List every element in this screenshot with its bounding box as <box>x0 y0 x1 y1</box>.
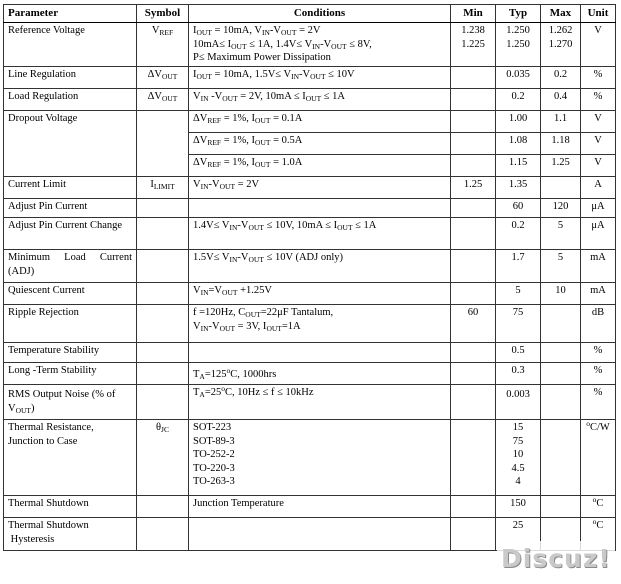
cond-thermal-shutdown-hysteresis <box>189 518 451 551</box>
row-reference-voltage <box>4 23 616 67</box>
typ-dropout-voltage-2: 1.08 <box>496 133 541 155</box>
cond-current-limit: $V_{IN}-V_{OUT} = 2V$ <box>189 177 451 199</box>
row-load-regulation <box>4 89 616 111</box>
max-rms-output-noise <box>541 385 581 420</box>
symbol-thermal-shutdown <box>137 496 189 518</box>
cond-quiescent-current: $V_{IN}=V_{OUT} +1.25V$ <box>189 283 451 305</box>
cond-dropout-voltage-2: $\Delta V_{REF} = 1\%$, $I_{OUT} = 0.5A$ <box>189 133 451 155</box>
typ-thermal-resistance: 15 75 10 4.5 4 <box>496 420 541 496</box>
param-adjust-pin-current: Adjust Pin Current <box>4 199 137 218</box>
symbol-dropout-voltage <box>137 111 189 177</box>
discuz-watermark-logo <box>497 541 615 579</box>
param-load-regulation: Load Regulation <box>4 89 137 111</box>
typ-reference-voltage: 1.250 1.250 <box>496 23 541 67</box>
row-temperature-stability <box>4 343 616 363</box>
header-unit: Unit <box>581 5 616 23</box>
row-long-term-stability <box>4 363 616 385</box>
unit-current-limit: A <box>581 177 616 199</box>
header-min: Min <box>451 5 496 23</box>
min-dropout-voltage-3 <box>451 155 496 177</box>
unit-line-regulation: % <box>581 67 616 89</box>
cond-dropout-voltage-3: $\Delta V_{REF} = 1\%$, $I_{OUT} = 1.0A$ <box>189 155 451 177</box>
typ-load-regulation: 0.2 <box>496 89 541 111</box>
min-thermal-shutdown-hysteresis <box>451 518 496 551</box>
unit-thermal-shutdown: $^o$C <box>581 496 616 518</box>
min-load-regulation <box>451 89 496 111</box>
unit-long-term-stability: % <box>581 363 616 385</box>
typ-temperature-stability: 0.5 <box>496 343 541 363</box>
max-adjust-pin-current-change: 5 <box>541 218 581 250</box>
typ-dropout-voltage-1: 1.00 <box>496 111 541 133</box>
param-temperature-stability: Temperature Stability <box>4 343 137 363</box>
symbol-ilimit: $I_{LIMIT}$ <box>137 177 189 199</box>
max-minimum-load-current: 5 <box>541 250 581 283</box>
electrical-characteristics-table <box>3 4 616 551</box>
unit-thermal-shutdown-hysteresis: $^o$C <box>581 518 616 551</box>
unit-temperature-stability: % <box>581 343 616 363</box>
max-load-regulation: 0.4 <box>541 89 581 111</box>
symbol-long-term-stability <box>137 363 189 385</box>
param-quiescent-current: Quiescent Current <box>4 283 137 305</box>
unit-adjust-pin-current: μA <box>581 199 616 218</box>
min-reference-voltage: 1.238 1.225 <box>451 23 496 67</box>
max-dropout-voltage-2: 1.18 <box>541 133 581 155</box>
param-thermal-shutdown-hysteresis: Thermal Shutdown Hysteresis <box>4 518 137 551</box>
unit-dropout-voltage-1: V <box>581 111 616 133</box>
cond-thermal-shutdown: Junction Temperature <box>189 496 451 518</box>
symbol-thermal-shutdown-hysteresis <box>137 518 189 551</box>
symbol-ripple-rejection <box>137 305 189 343</box>
max-line-regulation: 0.2 <box>541 67 581 89</box>
param-reference-voltage: Reference Voltage <box>4 23 137 67</box>
cond-thermal-resistance: SOT-223 SOT-89-3 TO-252-2 TO-220-3 TO-263-3 <box>189 420 451 496</box>
cond-adjust-pin-current-change: $1.4V\le V_{IN}-V_{OUT} \le 10V$, $10mA \le I_{OUT} \le 1A$ <box>189 218 451 250</box>
min-dropout-voltage-1 <box>451 111 496 133</box>
cond-long-term-stability: $T_A=125^oC$, 1000hrs <box>189 363 451 385</box>
row-ripple-rejection <box>4 305 616 343</box>
param-long-term-stability: Long -Term Stability <box>4 363 137 385</box>
min-temperature-stability <box>451 343 496 363</box>
header-conditions: Conditions <box>189 5 451 23</box>
unit-load-regulation: % <box>581 89 616 111</box>
min-dropout-voltage-2 <box>451 133 496 155</box>
typ-minimum-load-current: 1.7 <box>496 250 541 283</box>
symbol-quiescent-current <box>137 283 189 305</box>
typ-current-limit: 1.35 <box>496 177 541 199</box>
header-typ: Typ <box>496 5 541 23</box>
row-line-regulation <box>4 67 616 89</box>
typ-rms-output-noise: 0.003 <box>496 385 541 420</box>
symbol-line-regulation: $\Delta V_{OUT}$ <box>137 67 189 89</box>
typ-dropout-voltage-3: 1.15 <box>496 155 541 177</box>
param-minimum-load-current: Minimum Load Current (ADJ) <box>4 250 137 283</box>
row-current-limit <box>4 177 616 199</box>
typ-thermal-shutdown-hysteresis: 25 <box>496 518 541 551</box>
min-current-limit: 1.25 <box>451 177 496 199</box>
max-thermal-shutdown <box>541 496 581 518</box>
min-adjust-pin-current <box>451 199 496 218</box>
typ-long-term-stability: 0.3 <box>496 363 541 385</box>
cond-rms-output-noise: $T_A=25^oC$, 10Hz ≤ f ≤ 10kHz <box>189 385 451 420</box>
symbol-rms-output-noise <box>137 385 189 420</box>
row-thermal-resistance <box>4 420 616 496</box>
min-ripple-rejection: 60 <box>451 305 496 343</box>
cond-line-regulation: $I_{OUT} = 10mA$, $1.5V\le V_{IN}-V_{OUT} \le 10V$ <box>189 67 451 89</box>
row-adjust-pin-current <box>4 199 616 218</box>
symbol-adjust-pin-current-change <box>137 218 189 250</box>
unit-adjust-pin-current-change: μA <box>581 218 616 250</box>
max-current-limit <box>541 177 581 199</box>
typ-ripple-rejection: 75 <box>496 305 541 343</box>
min-adjust-pin-current-change <box>451 218 496 250</box>
cond-temperature-stability <box>189 343 451 363</box>
row-rms-output-noise <box>4 385 616 420</box>
row-minimum-load-current <box>4 250 616 283</box>
row-adjust-pin-current-change <box>4 218 616 250</box>
max-temperature-stability <box>541 343 581 363</box>
param-line-regulation: Line Regulation <box>4 67 137 89</box>
param-thermal-shutdown: Thermal Shutdown <box>4 496 137 518</box>
param-dropout-voltage: Dropout Voltage <box>4 111 137 177</box>
symbol-vref: $V_{REF}$ <box>137 23 189 67</box>
max-ripple-rejection <box>541 305 581 343</box>
max-thermal-resistance <box>541 420 581 496</box>
unit-dropout-voltage-3: V <box>581 155 616 177</box>
cond-ripple-rejection: f =120Hz, $C_{OUT}=22\mu F$ Tantalum, $V_{IN}-V_{OUT} = 3V$, $I_{OUT}=1A$ <box>189 305 451 343</box>
cond-dropout-voltage-1: $\Delta V_{REF} = 1\%$, $I_{OUT} = 0.1A$ <box>189 111 451 133</box>
min-quiescent-current <box>451 283 496 305</box>
min-minimum-load-current <box>451 250 496 283</box>
unit-quiescent-current: mA <box>581 283 616 305</box>
unit-ripple-rejection: dB <box>581 305 616 343</box>
header-row <box>4 5 616 23</box>
row-dropout-voltage-1 <box>4 111 616 133</box>
unit-reference-voltage: V <box>581 23 616 67</box>
param-ripple-rejection: Ripple Rejection <box>4 305 137 343</box>
typ-thermal-shutdown: 150 <box>496 496 541 518</box>
symbol-temperature-stability <box>137 343 189 363</box>
symbol-load-regulation: $\Delta V_{OUT}$ <box>137 89 189 111</box>
unit-rms-output-noise: % <box>581 385 616 420</box>
symbol-minimum-load-current <box>137 250 189 283</box>
cond-adjust-pin-current <box>189 199 451 218</box>
cond-reference-voltage: $I_{OUT} = 10mA$, $V_{IN}-V_{OUT} = 2V$ $10mA\le I_{OUT} \le 1A$, $1.4V\le V_{IN}-V_{OUT} \le 8V$, P≤ Maximum Power Dissipation <box>189 23 451 67</box>
header-parameter: Parameter <box>4 5 137 23</box>
min-line-regulation <box>451 67 496 89</box>
max-dropout-voltage-1: 1.1 <box>541 111 581 133</box>
min-thermal-shutdown <box>451 496 496 518</box>
header-symbol: Symbol <box>137 5 189 23</box>
unit-dropout-voltage-2: V <box>581 133 616 155</box>
row-thermal-shutdown <box>4 496 616 518</box>
param-thermal-resistance: Thermal Resistance, Junction to Case <box>4 420 137 496</box>
min-thermal-resistance <box>451 420 496 496</box>
typ-quiescent-current: 5 <box>496 283 541 305</box>
typ-adjust-pin-current: 60 <box>496 199 541 218</box>
param-rms-output-noise: RMS Output Noise (% of $V_{OUT}$) <box>4 385 137 420</box>
min-long-term-stability <box>451 363 496 385</box>
max-adjust-pin-current: 120 <box>541 199 581 218</box>
unit-minimum-load-current: mA <box>581 250 616 283</box>
symbol-adjust-pin-current <box>137 199 189 218</box>
watermark-text: Discuz! <box>501 544 611 573</box>
unit-thermal-resistance: $^o$C/W <box>581 420 616 496</box>
cond-minimum-load-current: $1.5V\le V_{IN}-V_{OUT} \le 10V$ (ADJ only) <box>189 250 451 283</box>
param-adjust-pin-current-change: Adjust Pin Current Change <box>4 218 137 250</box>
symbol-theta-jc: $\theta_{JC}$ <box>137 420 189 496</box>
min-rms-output-noise <box>451 385 496 420</box>
max-reference-voltage: 1.262 1.270 <box>541 23 581 67</box>
max-dropout-voltage-3: 1.25 <box>541 155 581 177</box>
max-long-term-stability <box>541 363 581 385</box>
typ-adjust-pin-current-change: 0.2 <box>496 218 541 250</box>
typ-line-regulation: 0.035 <box>496 67 541 89</box>
cond-load-regulation: $V_{IN}$ $-V_{OUT} = 2V$, $10mA \le I_{OUT} \le 1A$ <box>189 89 451 111</box>
max-quiescent-current: 10 <box>541 283 581 305</box>
header-max: Max <box>541 5 581 23</box>
row-quiescent-current <box>4 283 616 305</box>
param-current-limit: Current Limit <box>4 177 137 199</box>
